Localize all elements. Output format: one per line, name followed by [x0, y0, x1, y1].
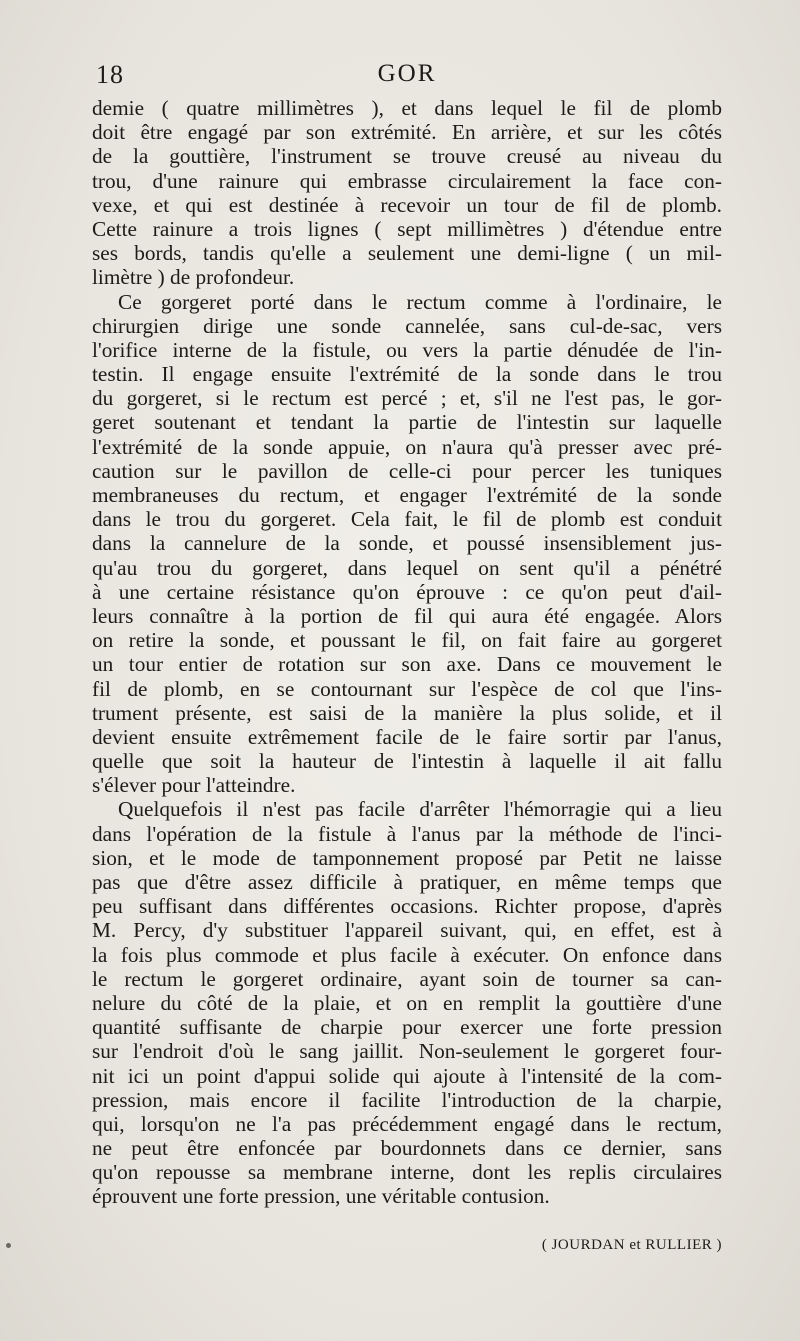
- text-line: testin. Il engage ensuite l'extrémité de la sonde dans le trou: [92, 362, 722, 387]
- text-line: limètre ) de profondeur.: [92, 265, 295, 290]
- paragraph: [92, 797, 722, 1208]
- text-line: sur l'endroit d'où le sang jaillit. Non-seulement le gorgeret four-: [92, 1039, 722, 1064]
- text-line: devient ensuite extrêmement facile de le faire sortir par l'anus,: [92, 724, 722, 749]
- text-line: Cette rainure a trois lignes ( sept millimètres ) d'étendue entre: [92, 216, 722, 241]
- text-line: doit être engagé par son extrémité. En arrière, et sur les côtés: [92, 120, 722, 145]
- text-line: leurs connaître à la portion de fil qui aura été engagée. Alors: [92, 603, 722, 628]
- text-line: Quelquefois il n'est pas facile d'arrêter l'hémorragie qui a lieu: [118, 797, 722, 822]
- text-line: ses bords, tandis qu'elle a seulement une demi-ligne ( un mil-: [92, 241, 722, 266]
- text-line: qu'on repousse sa membrane interne, dont les replis circulaires: [92, 1160, 722, 1185]
- text-line: éprouvent une forte pression, une véritable contusion.: [92, 1184, 550, 1209]
- text-line: geret soutenant et tendant la partie de l'intestin sur laquelle: [92, 410, 722, 435]
- text-line: dans l'opération de la fistule à l'anus par la méthode de l'inci-: [92, 821, 722, 846]
- text-line: quelle que soit la hauteur de l'intestin à laquelle il ait fallu: [92, 749, 722, 774]
- text-line: pression, mais encore il facilite l'introduction de la charpie,: [92, 1087, 722, 1112]
- text-line: sion, et le mode de tamponnement proposé par Petit ne laisse: [92, 845, 722, 870]
- text-line: vexe, et qui est destinée à recevoir un tour de fil de plomb.: [92, 192, 722, 217]
- text-line: du gorgeret, si le rectum est percé ; et, s'il ne l'est pas, le gor-: [92, 386, 722, 411]
- text-line: trument présente, est saisi de la manière la plus solide, et il: [92, 700, 722, 725]
- text-line: fil de plomb, en se contournant sur l'espèce de col que l'ins-: [92, 676, 722, 701]
- paragraph: [92, 96, 722, 290]
- text-line: qu'au trou du gorgeret, dans lequel on sent qu'il a pénétré: [92, 555, 722, 580]
- text-line: membraneuses du rectum, et engager l'extrémité de la sonde: [92, 483, 722, 507]
- author-signature: ( JOURDAN et RULLIER ): [541, 1237, 722, 1253]
- page-header: [92, 60, 722, 94]
- text-line: demie ( quatre millimètres ), et dans lequel le fil de plomb: [92, 96, 722, 120]
- text-line: caution sur le pavillon de celle-ci pour percer les tuniques: [92, 458, 722, 483]
- text-line: nelure du côté de la plaie, et on en remplit la gouttière d'une: [92, 990, 722, 1015]
- text-line: la fois plus commode et plus facile à exécuter. On enfonce dans: [92, 942, 722, 967]
- running-head: GOR: [377, 60, 437, 87]
- text-line: peu suffisant dans différentes occasions. Richter propose, d'après: [92, 894, 722, 919]
- text-line: dans la cannelure de la sonde, et poussé insensiblement jus-: [92, 531, 722, 556]
- text-line: s'élever pour l'atteindre.: [92, 773, 296, 798]
- text-line: trou, d'une rainure qui embrasse circulairement la face con-: [92, 168, 722, 193]
- text-line: quantité suffisante de charpie pour exercer une forte pression: [92, 1015, 722, 1040]
- paragraph: [92, 290, 722, 798]
- text-line: à une certaine résistance qu'on éprouve : ce qu'on peut d'ail-: [92, 579, 722, 604]
- text-line: l'orifice interne de la fistule, ou vers la partie dénudée de l'in-: [92, 337, 722, 362]
- text-line: ne peut être enfoncée par bourdonnets dans ce dernier, sans: [92, 1136, 722, 1161]
- text-line: l'extrémité de la sonde appuie, on n'aura qu'à presser avec pré-: [92, 434, 722, 459]
- text-line: qui, lorsqu'on ne l'a pas précédemment engagé dans le rectum,: [92, 1111, 722, 1136]
- text-line: de la gouttière, l'instrument se trouve creusé au niveau du: [92, 144, 722, 169]
- body-text: [92, 96, 722, 1209]
- page-number: 18: [96, 60, 124, 89]
- text-line: chirurgien dirige une sonde cannelée, sans cul-de-sac, vers: [92, 313, 722, 338]
- text-line: nit ici un point d'appui solide qui ajoute à l'intensité de la com-: [92, 1063, 722, 1088]
- text-line: dans le trou du gorgeret. Cela fait, le fil de plomb est conduit: [92, 507, 722, 532]
- ink-speck: [6, 1243, 11, 1248]
- text-line: Ce gorgeret porté dans le rectum comme à l'ordinaire, le: [118, 289, 722, 314]
- text-line: on retire la sonde, et poussant le fil, on fait faire au gorgeret: [92, 628, 722, 653]
- text-line: pas que d'être assez difficile à pratiquer, en même temps que: [92, 870, 722, 894]
- text-line: un tour entier de rotation sur son axe. Dans ce mouvement le: [92, 652, 722, 677]
- text-line: le rectum le gorgeret ordinaire, ayant soin de tourner sa can-: [92, 966, 722, 991]
- text-line: M. Percy, d'y substituer l'appareil suivant, qui, en effet, est à: [92, 918, 722, 943]
